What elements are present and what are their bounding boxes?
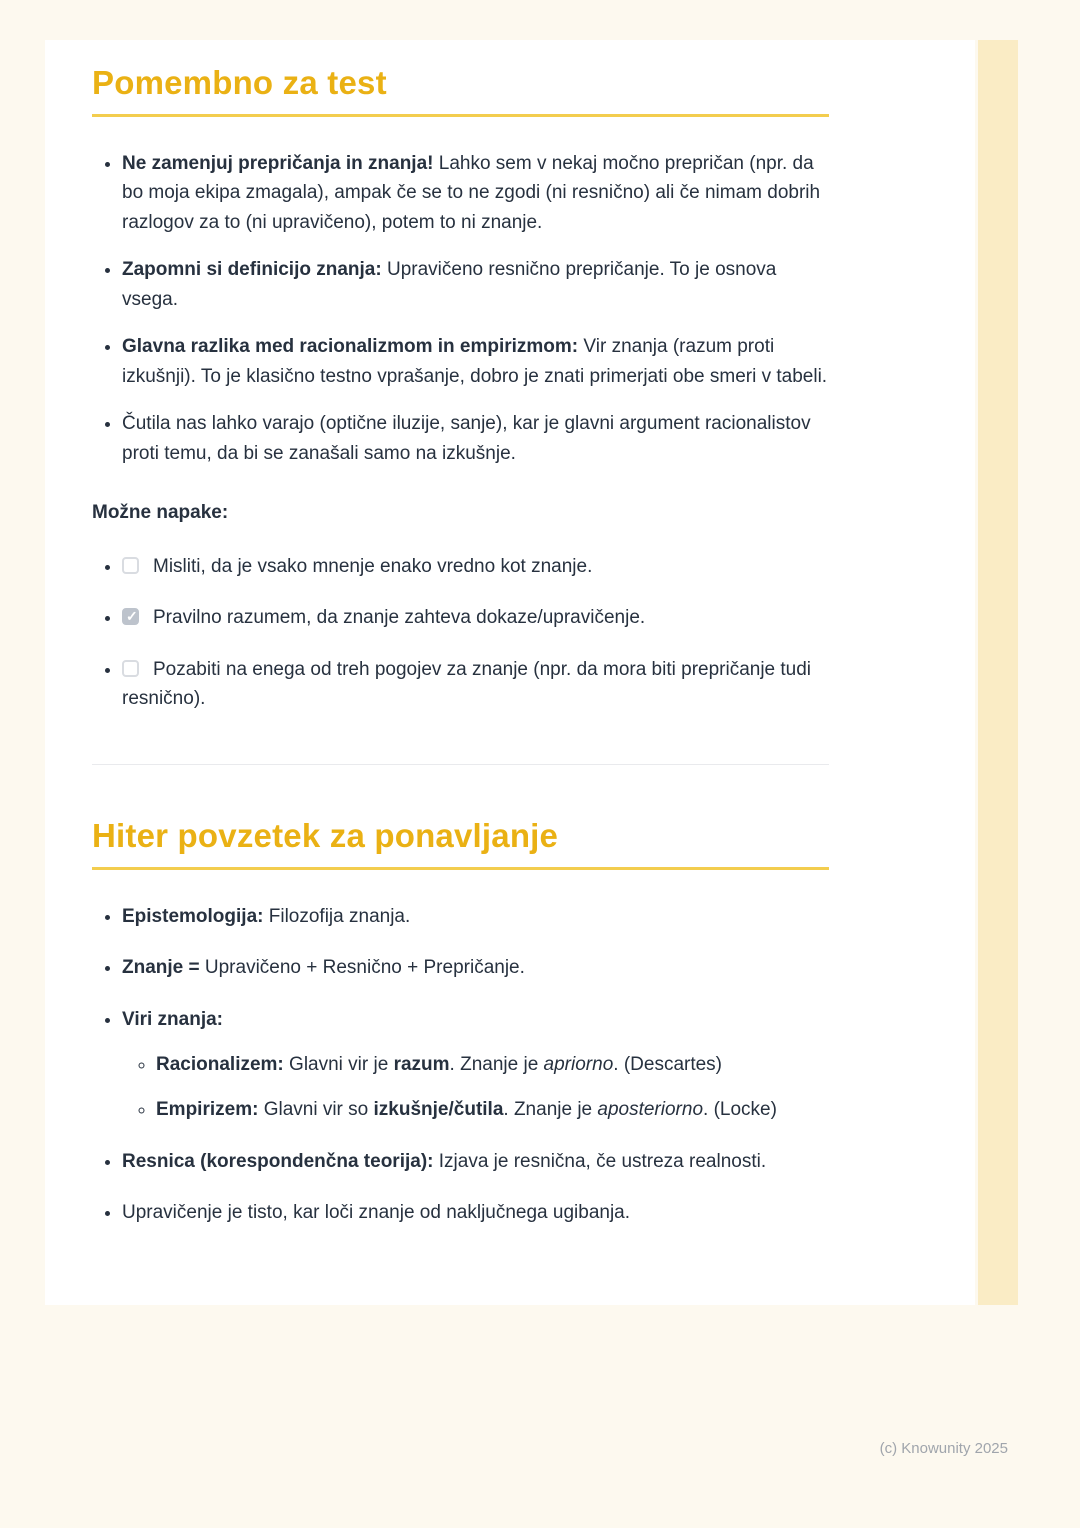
text-run: Glavni vir so xyxy=(258,1099,374,1121)
bold-run: izkušnje/čutila xyxy=(373,1099,504,1121)
list-item xyxy=(122,255,829,314)
text-run: Vir znanja (razum proti izkušnji). To je klasično testno vprašanje, dobro je znati primerjati obe smeri v tabeli. xyxy=(122,336,828,387)
text-run: Upravičenje je tisto, kar loči znanje od naključnega ugibanja. xyxy=(122,1202,631,1224)
italic-run: apriorno xyxy=(543,1054,614,1075)
section-title-summary: Hiter povzetek za ponavljanje xyxy=(92,816,559,854)
bold-lead: Znanje = xyxy=(122,957,200,979)
checklist-text: Pravilno razumem, da znanje zahteva dokaze/upravičenje. xyxy=(153,607,646,629)
bold-lead: Racionalizem: xyxy=(156,1054,284,1075)
section-divider xyxy=(92,764,829,765)
sublist-item xyxy=(156,1095,829,1124)
text-run: . Znanje je xyxy=(449,1054,544,1075)
bold-lead: Viri znanja: xyxy=(122,1008,224,1030)
footer-copyright: (c) Knowunity 2025 xyxy=(879,1440,1008,1457)
checklist-item xyxy=(122,655,829,714)
bold-lead: Epistemologija: xyxy=(122,905,264,927)
list-item xyxy=(122,332,829,391)
checklist-text: Pozabiti na enega od treh pogojev za znanje (npr. da mora biti prepričanje tudi resnično). xyxy=(122,658,812,710)
text-run: Upravičeno + Resnično + Prepričanje. xyxy=(199,957,525,979)
side-accent-strip xyxy=(978,40,1018,1305)
bold-lead: Glavna razlika med racionalizmom in empirizmom: xyxy=(122,336,579,358)
sources-sublist xyxy=(122,1050,829,1125)
test-bullet-list xyxy=(92,149,829,468)
bold-lead: Zapomni si definicijo znanja: xyxy=(122,259,382,281)
text-run: Izjava je resnična, če ustreza realnosti. xyxy=(433,1150,767,1172)
accent-rule xyxy=(92,114,829,117)
summary-bullet-list xyxy=(92,902,829,1228)
mistakes-checklist xyxy=(92,552,829,714)
list-item xyxy=(122,1147,829,1176)
checkbox-icon[interactable] xyxy=(122,660,139,677)
bold-lead: Empirizem: xyxy=(156,1099,259,1121)
bold-run: razum xyxy=(393,1054,450,1075)
list-item xyxy=(122,409,829,468)
text-run: Lahko sem v nekaj močno prepričan (npr. da bo moja ekipa zmagala), ampak če se to ne zgodi (ni resnično) ali če nimam dobrih razlogov za to (ni upravičeno), potem to ni znanje. xyxy=(122,153,821,233)
document-card xyxy=(45,40,975,1305)
accent-rule xyxy=(92,867,829,870)
list-item xyxy=(122,149,829,237)
checkbox-icon[interactable] xyxy=(122,557,139,574)
text-run: . (Descartes) xyxy=(613,1054,723,1075)
list-item xyxy=(122,902,829,931)
italic-run: aposteriorno xyxy=(597,1099,704,1121)
text-run: Filozofija znanja. xyxy=(263,905,411,927)
bold-lead: Ne zamenjuj prepričanja in znanja! xyxy=(122,153,434,174)
list-item xyxy=(122,953,829,982)
text-run: Glavni vir je xyxy=(283,1054,394,1075)
text-run: . Znanje je xyxy=(503,1099,598,1121)
checklist-text: Misliti, da je vsako mnenje enako vredno kot znanje. xyxy=(153,555,593,577)
bold-lead: Resnica (korespondenčna teorija): xyxy=(122,1150,434,1172)
text-run: . (Locke) xyxy=(703,1099,777,1121)
section-title-test: Pomembno za test xyxy=(92,64,387,101)
sublist-item xyxy=(156,1050,829,1079)
text-run: Čutila nas lahko varajo (optične iluzije, sanje), kar je glavni argument racionalistov proti temu, da bi se zanašali samo na izkušnje. xyxy=(122,413,811,464)
text-run: Upravičeno resnično prepričanje. To je osnova vsega. xyxy=(122,259,777,310)
checklist-item xyxy=(122,603,829,632)
list-item xyxy=(122,1198,829,1227)
mistakes-heading: Možne napake: xyxy=(92,501,229,523)
checkbox-icon[interactable] xyxy=(122,608,139,625)
checklist-item xyxy=(122,552,829,581)
list-item xyxy=(122,1005,829,1125)
